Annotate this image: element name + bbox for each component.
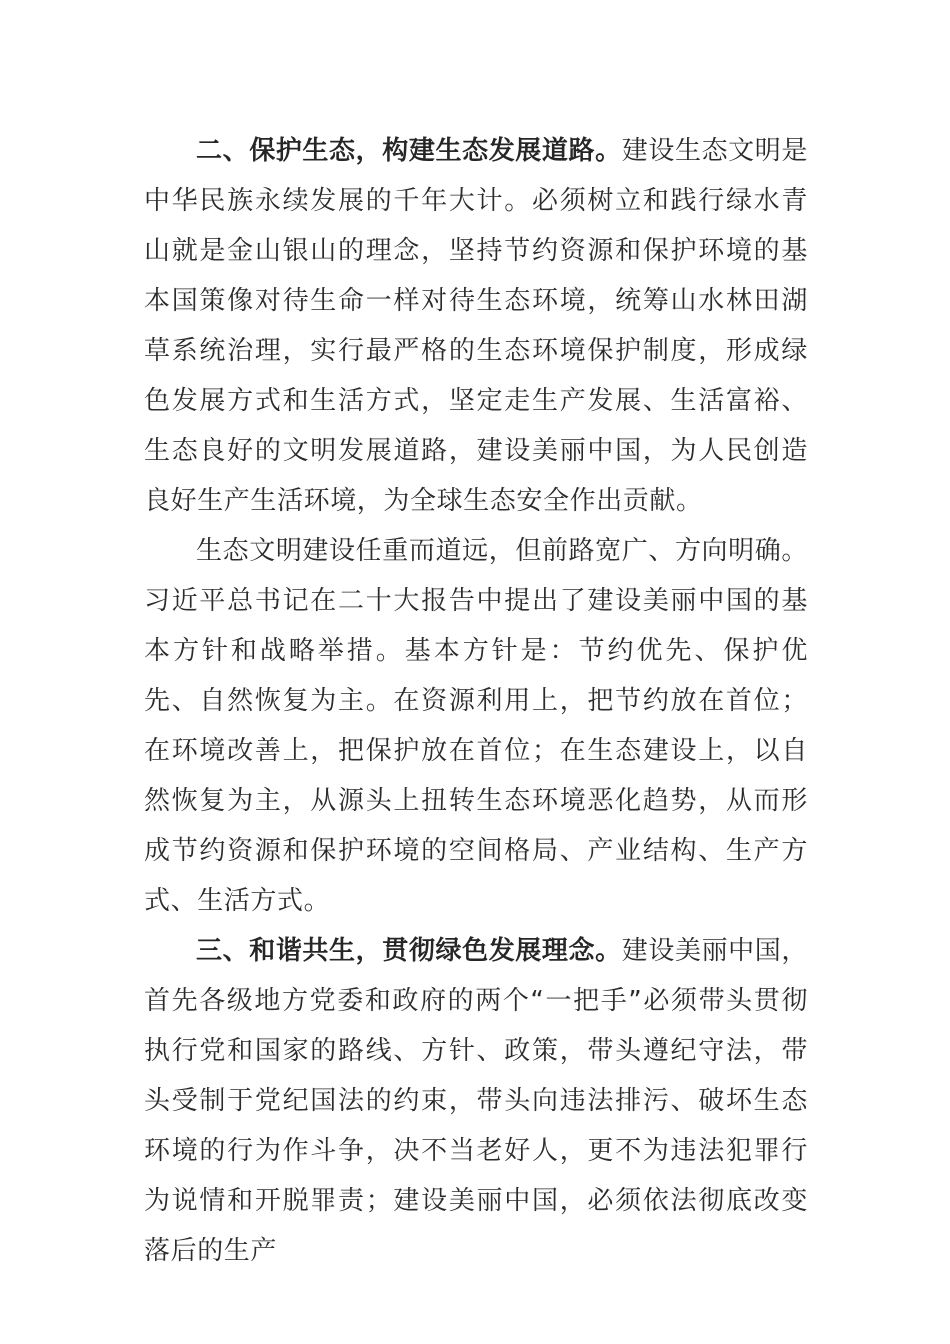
document-body [144,126,808,1276]
paragraph-text: 生态文明建设任重而道远，但前路宽广、方向明确。习近平总书记在二十大报告中提出了建设美丽中国的基本方针和战略举措。基本方针是：节约优先、保护优先、自然恢复为主。在资源利用上，把节约放在首位；在环境改善上，把保护放在首位；在生态建设上，以自然恢复为主，从源头上扭转生态环境恶化趋势，从而形成节约资源和保护环境的空间格局、产业结构、生产方式、生活方式。 [144,536,808,916]
paragraph-protect-ecology [144,126,808,526]
paragraph-ecological-civilization [144,526,808,926]
paragraph-harmonious-coexistence [144,926,808,1276]
paragraph-text: 建设生态文明是中华民族永续发展的千年大计。必须树立和践行绿水青山就是金山银山的理念，坚持节约资源和保护环境的基本国策像对待生命一样对待生态环境，统筹山水林田湖草系统治理，实行最严格的生态环境保护制度，形成绿色发展方式和生活方式，坚定走生产发展、生活富裕、生态良好的文明发展道路，建设美丽中国，为人民创造良好生产生活环境，为全球生态安全作出贡献。 [144,136,809,516]
section-heading-two: 二、保护生态，构建生态发展道路。 [196,136,622,166]
section-heading-three: 三、和谐共生，贯彻绿色发展理念。 [196,936,622,966]
paragraph-text: 建设美丽中国，首先各级地方党委和政府的两个“一把手”必须带头贯彻执行党和国家的路线、方针、政策，带头遵纪守法，带头受制于党纪国法的约束，带头向违法排污、破坏生态环境的行为作斗争，决不当老好人，更不为违法犯罪行为说情和开脱罪责；建设美丽中国，必须依法彻底改变落后的生产 [144,936,809,1266]
